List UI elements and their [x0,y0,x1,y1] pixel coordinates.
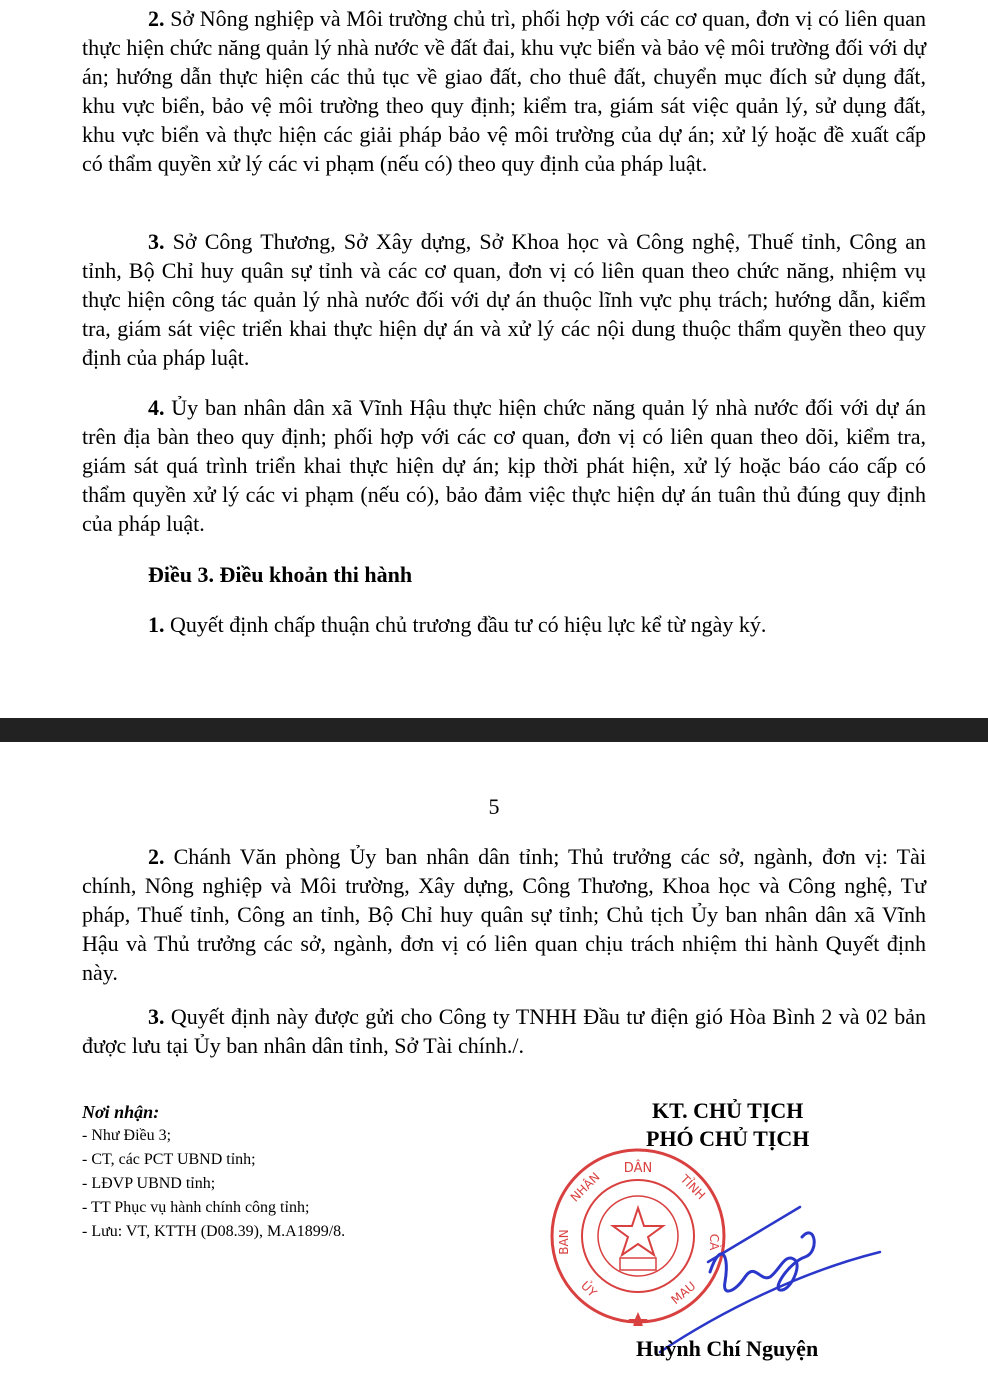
seal-text-top: DÂN [623,1161,653,1176]
seal-text-right2: CÀ [707,1233,721,1251]
paragraph-text: Sở Công Thương, Sở Xây dựng, Sở Khoa học và Công nghệ, Thuế tỉnh, Công an tỉnh, Bộ Chỉ huy quân sự tỉnh và các cơ quan, đơn vị có liên quan theo chức năng, nhiệm vụ thực hiện công tác quản lý nhà nước đối với dự án thuộc lĩnh vực phụ trách; hướng dẫn, kiểm tra, giám sát việc triển khai thực hiện dự án và xử lý các nội dung thuộc thẩm quyền theo quy định của pháp luật. [82,229,927,370]
item-number: 3. [148,1004,165,1029]
seal-text-left3: ỦY [578,1278,600,1300]
paragraph-article3-item-2 [82,842,926,987]
seal-text-left: NHÂN [567,1169,603,1205]
article-heading: Điều 3. Điều khoản thi hành [148,562,413,587]
paragraph-article3-item-3 [82,1002,926,1060]
page-number: 5 [488,794,500,819]
signature-title-line2: PHÓ CHỦ TỊCH [646,1126,810,1151]
item-number: 2. [148,844,165,869]
recipient-item: - CT, các PCT UBND tỉnh; [82,1151,256,1168]
recipient-item: - Lưu: VT, KTTH (D08.39), M.A1899/8. [82,1223,346,1240]
recipient-item: - LĐVP UBND tỉnh; [82,1175,216,1192]
recipients-list [82,1100,345,1244]
item-number: 4. [148,395,165,420]
seal-text-left2: BAN [557,1229,571,1255]
paragraph-text: Quyết định chấp thuận chủ trương đầu tư có hiệu lực kể từ ngày ký. [170,612,767,637]
signature-title-line1: KT. CHỦ TỊCH [652,1098,804,1123]
recipient-item: - Như Điều 3; [82,1127,172,1144]
document-page-lower [0,742,988,1398]
seal-text-bottom: MAU [668,1278,699,1308]
paragraph-text: Chánh Văn phòng Ủy ban nhân dân tỉnh; Thủ trưởng các sở, ngành, đơn vị: Tài chính, Nông nghiệp và Môi trường, Xây dựng, Công Thương, Khoa học và Công nghệ, Tư pháp, Thuế tỉnh, Công an tỉnh, Bộ Chỉ huy quân sự tỉnh; Chủ tịch Ủy ban nhân dân xã Vĩnh Hậu và Thủ trưởng các sở, ngành, đơn vị có liên quan chịu trách nhiệm thi hành Quyết định này. [82,844,926,985]
recipient-item: - TT Phục vụ hành chính công tỉnh; [82,1199,310,1216]
recipients-title: Nơi nhận: [82,1102,160,1122]
paragraph-article3-item-1 [82,610,926,639]
paragraph-item-4 [82,393,926,538]
item-number: 1. [148,612,165,637]
paragraph-item-3 [82,227,926,372]
paragraph-text: Quyết định này được gửi cho Công ty TNHH Đầu tư điện gió Hòa Bình 2 và 02 bản được lưu tại Ủy ban nhân dân tỉnh, Sở Tài chính./. [82,1004,927,1058]
paragraph-text: Ủy ban nhân dân xã Vĩnh Hậu thực hiện chức năng quản lý nhà nước đối với dự án trên địa bàn theo quy định; phối hợp với các cơ quan, đơn vị có liên quan theo dõi, kiểm tra, giám sát quá trình triển khai thực hiện dự án; kịp thời phát hiện, xử lý hoặc báo cáo cấp có thẩm quyền xử lý các vi phạm (nếu có), bảo đảm việc thực hiện dự án tuân thủ đúng quy định của pháp luật. [82,395,927,536]
item-number: 3. [148,229,165,254]
paragraph-text: Sở Nông nghiệp và Môi trường chủ trì, phối hợp với các cơ quan, đơn vị có liên quan thực hiện chức năng quản lý nhà nước về đất đai, khu vực biển và bảo vệ môi trường đối với dự án; hướng dẫn thực hiện các thủ tục về giao đất, cho thuê đất, chuyển mục đích sử dụng đất, khu vực biển, bảo vệ môi trường theo quy định; kiểm tra, giám sát việc quản lý, sử dụng đất, khu vực biển và thực hiện các giải pháp bảo vệ môi trường của dự án; xử lý hoặc đề xuất cấp có thẩm quyền xử lý các vi phạm (nếu có) theo quy định của pháp luật. [82,6,926,176]
signer-name: Huỳnh Chí Nguyện [636,1336,819,1361]
handwritten-signature-icon [580,1142,900,1362]
seal-text-right: TỈNH [677,1172,708,1203]
paragraph-item-2 [82,4,926,178]
item-number: 2. [148,6,165,31]
page-separator [0,718,988,742]
